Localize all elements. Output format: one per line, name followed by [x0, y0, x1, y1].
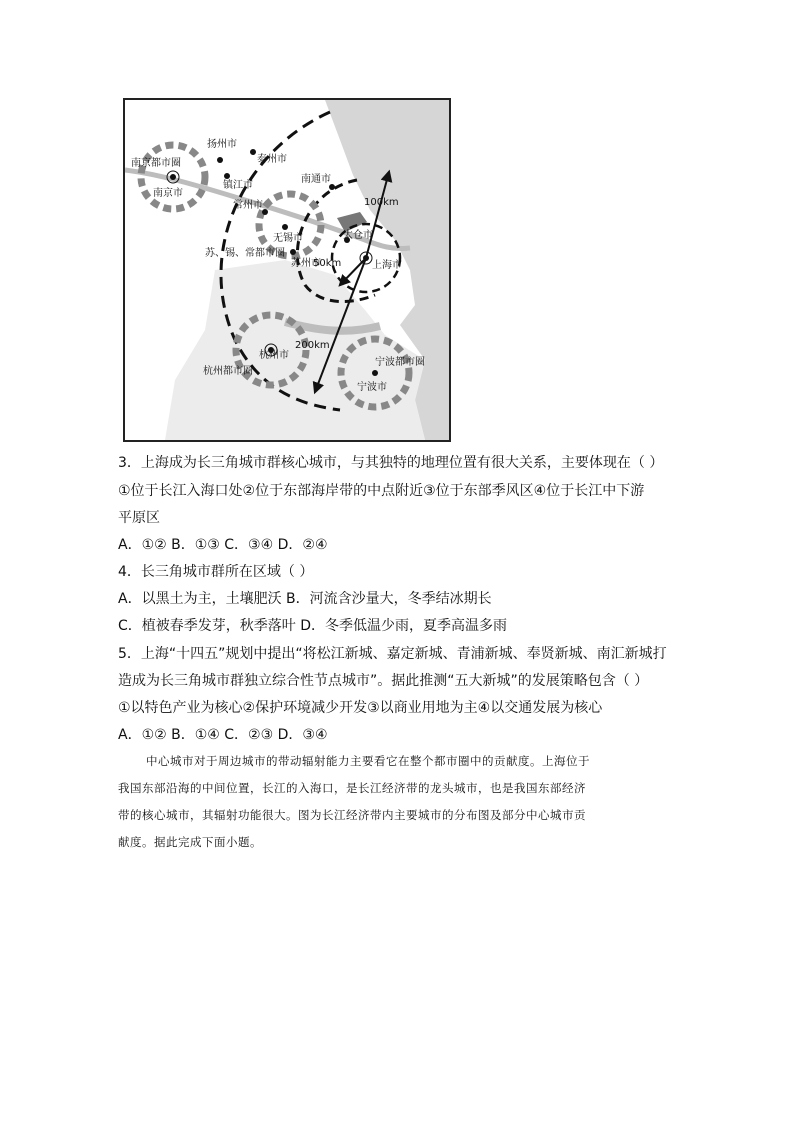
q5-stem-line2: 造成为长三角城市群独立综合性节点城市”。据此推测“五大新城”的发展策略包含（ ） [118, 673, 649, 689]
suzhou-dot [290, 249, 296, 255]
label-zhenjiang: 镇江市 [223, 180, 253, 191]
label-ningbo-circle: 宁波都市圈 [375, 357, 425, 368]
label-nanjing: 南京市 [153, 188, 183, 199]
q4-stem: 4．长三角城市群所在区域（ ） [118, 564, 314, 580]
label-hangzhou-circle: 杭州都市圈 [203, 366, 253, 377]
q5-options: ①以特色产业为核心②保护环境减少开发③以商业用地为主④以交通发展为核心 [118, 700, 603, 716]
label-taizhou: 泰州市 [257, 154, 287, 165]
zhenjiang-dot [224, 173, 230, 179]
q3-options-line1: ①位于长江入海口处②位于东部海岸带的中点附近③位于东部季风区④位于长江中下游 [118, 483, 645, 499]
wuxi-dot [282, 224, 288, 230]
yangzhou-dot [217, 157, 223, 163]
label-yangzhou: 扬州市 [207, 139, 237, 150]
q5-stem-line1: 5．上海“十四五”规划中提出“将松江新城、嘉定新城、青浦新城、奉贤新城、南汇新城打 [118, 646, 667, 662]
label-shanghai: 上海市 [372, 260, 402, 271]
label-hangzhou: 杭州市 [259, 350, 289, 361]
label-changzhou: 常州市 [233, 200, 263, 211]
label-nanjing-circle: 南京都市圈 [131, 158, 181, 169]
passage-line4: 献度。据此完成下面小题。 [118, 835, 262, 849]
passage-line1: 中心城市对于周边城市的带动辐射能力主要看它在整个都市圈中的贡献度。上海位于 [146, 754, 590, 768]
taizhou-dot [250, 149, 256, 155]
label-50km: 50km [313, 258, 342, 269]
q3-choices: A．①② B．①③ C．③④ D．②④ [118, 537, 328, 553]
label-taicang: 太仓市 [343, 230, 373, 241]
q4-choices-ab: A．以黑土为主，土壤肥沃 B．河流含沙量大，冬季结冰期长 [118, 591, 492, 607]
shanghai-dot [363, 255, 369, 261]
label-nantong: 南通市 [301, 174, 331, 185]
q3-options-line2: 平原区 [118, 510, 160, 526]
nanjing-dot [170, 174, 176, 180]
passage-line3: 带的核心城市，其辐射功能很大。图为长江经济带内主要城市的分布图及部分中心城市贡 [118, 808, 586, 822]
label-100km: 100km [364, 197, 399, 208]
yangtze-delta-map [123, 98, 451, 442]
label-suxichang-circle: 苏、锡、常都市圈 [205, 248, 285, 259]
map-svg [125, 100, 449, 440]
q5-choices: A．①② B．①④ C．②③ D．③④ [118, 727, 328, 743]
label-suzhou: 苏州市 [291, 258, 321, 269]
ningbo-dot [372, 370, 378, 376]
passage-line2: 我国东部沿海的中间位置，长江的入海口，是长江经济带的龙头城市，也是我国东部经济 [118, 781, 586, 795]
label-200km: 200km [295, 340, 330, 351]
label-wuxi: 无锡市 [273, 233, 303, 244]
label-ningbo: 宁波市 [357, 382, 387, 393]
q3-stem: 3．上海成为长三角城市群核心城市，与其独特的地理位置有很大关系，主要体现在（ ） [118, 455, 664, 471]
q4-choices-cd: C．植被春季发芽，秋季落叶 D．冬季低温少雨，夏季高温多雨 [118, 618, 508, 634]
